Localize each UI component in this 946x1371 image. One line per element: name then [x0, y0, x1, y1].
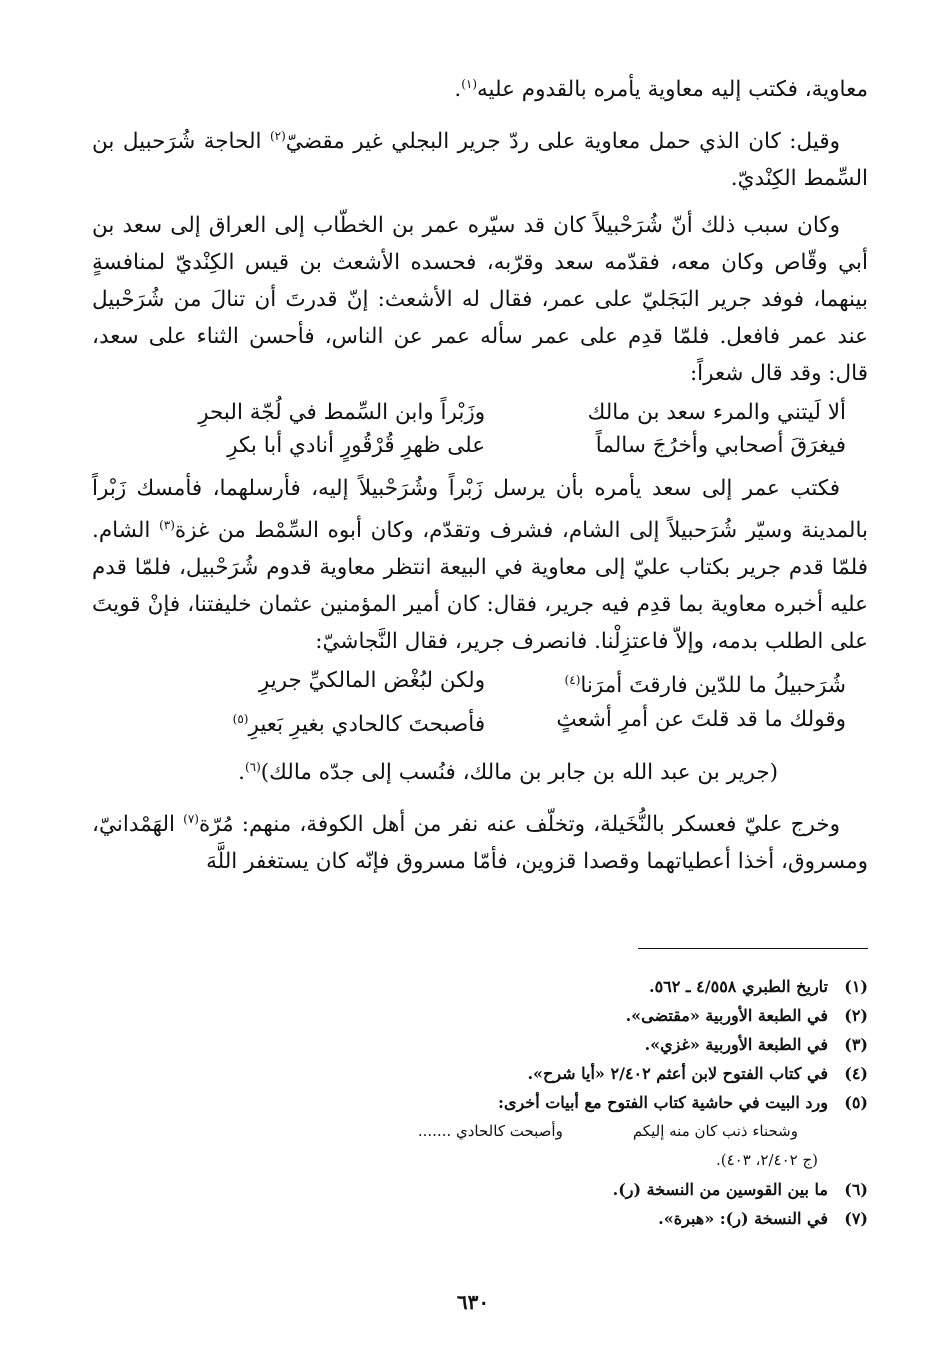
- paragraph-4: [92, 470, 868, 660]
- paragraph-2: [92, 118, 868, 197]
- footnote-ref-7: (٧): [183, 811, 199, 826]
- paragraph-5-text-b: الهَمْدانيّ، ومسروق، أخذا أعطياتهما وقصدا قزوين، فأمّا مسروق فإنّه كان يستغفر اللَّهَ: [92, 812, 868, 875]
- paragraph-1: معاوية، فكتب إليه معاوية يأمره بالقدوم عليه$^{(١)}$.: [454, 77, 868, 103]
- footnote: [150, 1204, 868, 1233]
- footnote-number: (٧): [844, 1209, 868, 1228]
- verse-hemistich-right: فيغرَقَ أصحابي وأخرُجَ سالماً: [595, 433, 846, 459]
- footnote-text: ورد البيت في حاشية كتاب الفتوح مع أبيات أخرى:: [498, 1093, 828, 1112]
- footnote-number: (٢): [844, 1006, 868, 1025]
- paragraph-4-text-b: الشام. فلمّا قدم جرير بكتاب عليّ إلى معاوية في البيعة انتظر معاوية قدوم شُرَحْبيل، فلمّا قدم عليه أخبره معاوية بما قدِم فيه جرير، فقال: كان أمير المؤمنين عثمان خليفتنا، فإنْ قويتَ على الطلب بدمه، وإلاّ فاعتزِلْنا. فانصرف جرير، فقال النَّجاشيّ:: [92, 518, 868, 655]
- verse-hemistich-right: [513, 664, 846, 702]
- verse-line: [92, 429, 868, 462]
- footnote-text: في الطبعة الأوربية «غزي».: [644, 1035, 828, 1054]
- footnote-reference: (ج ٢/٤٠٢، ٤٠٣).: [716, 1151, 818, 1169]
- page-number: ٦٣٠: [456, 1290, 490, 1314]
- paragraph-2-text-a: وقيل: كان الذي حمل معاوية على ردّ جرير البجلي غير مقضيّ: [285, 129, 840, 155]
- main-text: [92, 66, 868, 880]
- verse-hemistich-left: ولكن لبُغْض المالكيِّ جريرِ: [258, 668, 486, 694]
- footnote-text: في كتاب الفتوح لابن أعثم ٢/٤٠٢ «أيا شرح».: [527, 1064, 828, 1083]
- footnote: [150, 972, 868, 1001]
- footnote: [150, 1001, 868, 1030]
- verse-hemistich-left: [152, 703, 485, 741]
- footnote: [150, 1059, 868, 1088]
- footnote-ref-1: (١): [461, 77, 478, 91]
- footnote: [150, 1088, 868, 1117]
- paragraph-2-text-b: الحاجة شُرَحبيل بن السِّمط الكِنْديّ.: [92, 129, 868, 192]
- footnote-ref-5: (٥): [232, 711, 249, 726]
- verse-text: شُرَحبيلُ ما للدّين فارقتَ أمرَنا: [580, 673, 846, 699]
- paragraph-1-text: معاوية، فكتب إليه معاوية يأمره بالقدوم عليه: [477, 77, 868, 103]
- footnote-text: في النسخة (ر): «هبرة».: [658, 1209, 828, 1228]
- footnote-verse: [150, 1117, 868, 1146]
- footnote-ref-4: (٤): [564, 673, 581, 688]
- footnote-verse-left: وأصبحت كالحادي .......: [417, 1122, 563, 1140]
- footnote-number: (٦): [844, 1180, 868, 1199]
- verse-block-1: [92, 396, 868, 462]
- footnote: [150, 1175, 868, 1204]
- footnote-text: ما بين القوسين من النسخة (ر).: [612, 1180, 828, 1199]
- footnote: [150, 1030, 868, 1059]
- paragraph-3: وكان سبب ذلك أنّ شُرَحْبيلاً كان قد سيّره عمر بن الخطّاب إلى العراق إلى سعد بن أبي وقّاص وكان معه، فقدّمه سعد وقرّبه، فحسده الأشعث بن قيس الكِنْديّ لمنافسةٍ بينهما، فوفد جرير البَجَليّ على عمر، فقال له الأشعث: إنّ قدرتَ أن تنالَ من شُرَحْبيل عند عمر فافعل. فلمّا قدِم على عمر سأله عمر عن الناس، فأحسن الثناء على سعد، قال: وقد قال شعراً:: [92, 213, 868, 387]
- footnote-number: (١): [844, 977, 868, 996]
- footnotes: [150, 972, 868, 1233]
- footnote-text: في الطبعة الأوربية «مقتضى».: [625, 1006, 828, 1025]
- verse-line: [92, 703, 868, 741]
- footnote-number: (٣): [844, 1035, 868, 1054]
- footnote-number: (٥): [844, 1093, 868, 1112]
- verse-block-2: [92, 664, 868, 740]
- footnote-ref-3: (٣): [159, 518, 175, 533]
- footnote-ref-2: (٢): [269, 129, 286, 144]
- paragraph-4-text-a: فكتب عمر إلى سعد يأمره بأن يرسل زَبْراً وشُرَحْبيلاً إليه، فأرسلهما، فأمسك زَبْراً بالمدينة وسيّر شُرَحبيلاً إلى الشام، فشرف وتقدّم، وكان أبوه السِّمْط من غزة: [92, 476, 868, 544]
- verse-line: [92, 396, 868, 429]
- footnote-separator: [638, 948, 868, 949]
- verse-hemistich-left: على ظهرِ قُرْقُورٍ أنادي أبا بكرِ: [227, 433, 486, 459]
- verse-hemistich-right: وقولك ما قد قلتَ عن أمرِ أشعثٍ: [556, 706, 846, 732]
- quote-line: (جرير بن عبد الله بن جابر بن مالك، فنُسب إلى جدّه مالك)$^{(٦)}$.: [238, 759, 778, 785]
- footnote-ref-6: (٦): [244, 759, 261, 774]
- footnote-text: تاريخ الطبري ٤/٥٥٨ ـ ٥٦٢.: [648, 977, 828, 996]
- verse-hemistich-right: ألا لَيتني والمرء سعد بن مالك: [587, 400, 846, 426]
- paragraph-5: [92, 801, 868, 880]
- verse-line: [92, 664, 868, 702]
- footnote-verse-right: وشحناء ذنب كان منه إليكم: [632, 1122, 798, 1140]
- verse-hemistich-left: وزَبْراً وابن السِّمط في لُجّة البحرِ: [198, 400, 486, 426]
- verse-text: فأصبحتَ كالحادي بغيرِ بَعيرِ: [248, 711, 486, 737]
- paragraph-5-text-a: وخرج عليّ فعسكر بالنُّخَيلة، وتخلّف عنه نفر من أهل الكوفة، منهم: مُرّة: [198, 812, 840, 838]
- footnote-number: (٤): [844, 1064, 868, 1083]
- quote-text: (جرير بن عبد الله بن جابر بن مالك، فنُسب إلى جدّه مالك): [260, 759, 778, 785]
